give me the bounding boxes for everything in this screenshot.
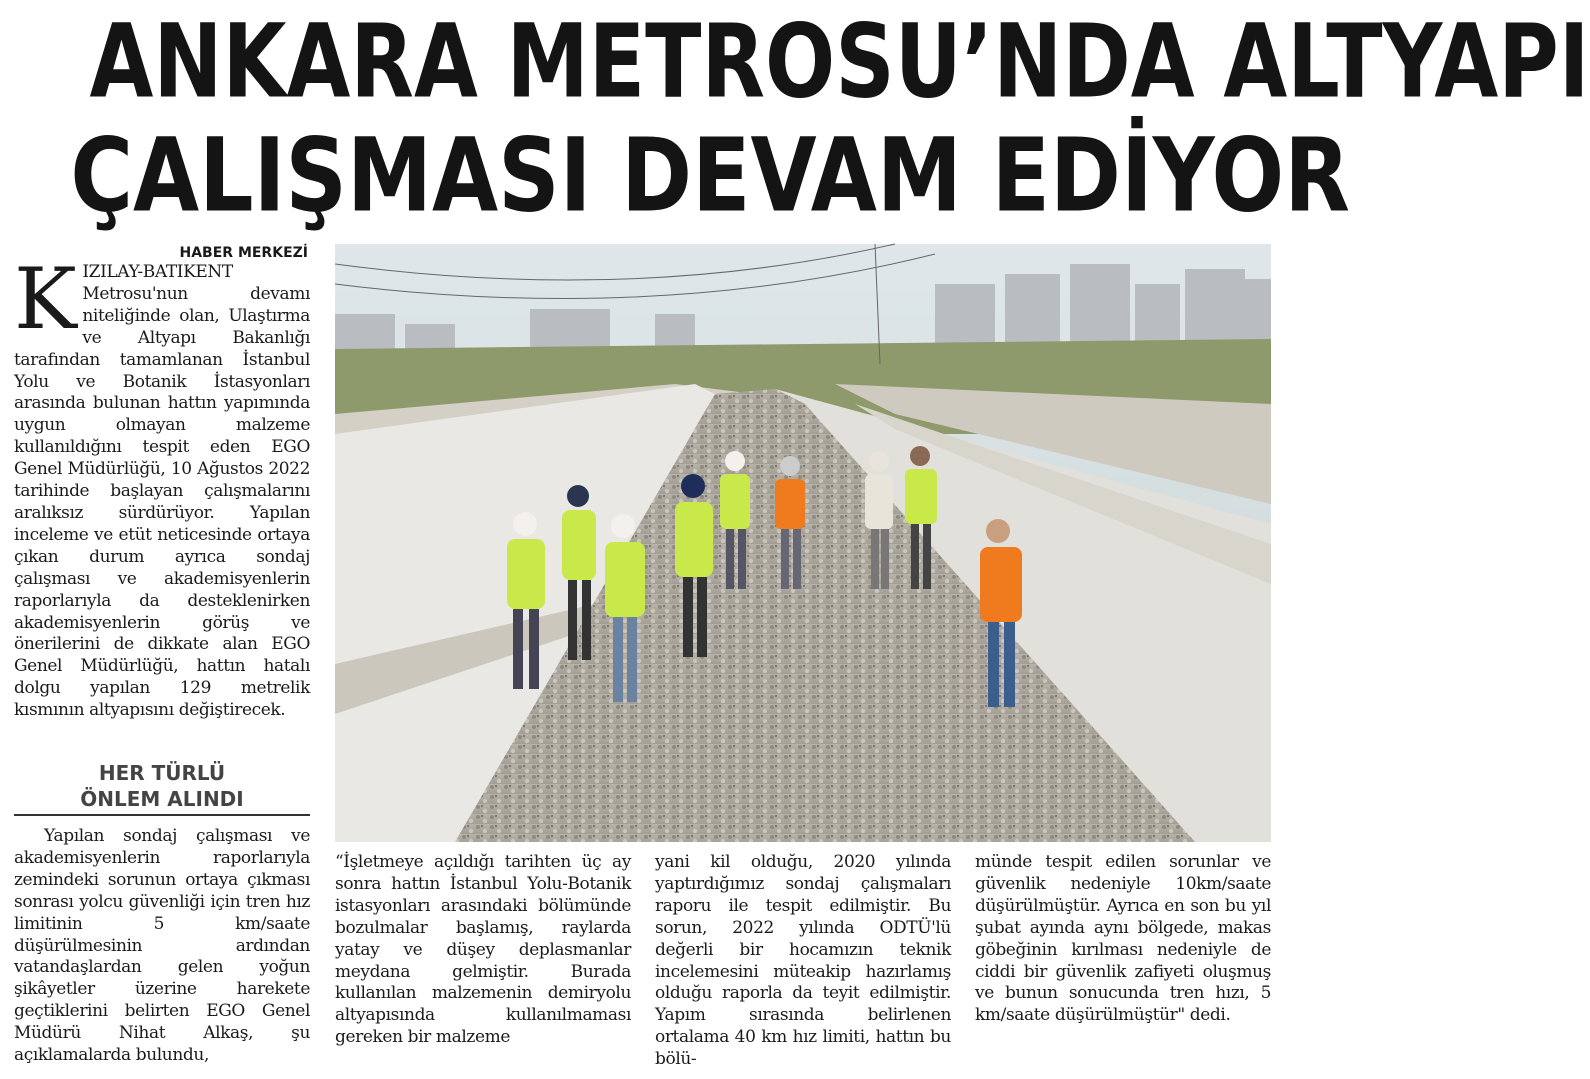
body-paragraph: “İşletmeye açıldığı tarihten üç ay sonra hattın İstanbul Yolu-Botanik istasyonları arasındaki bölümünde bozulmalar başlamış, raylarda yatay ve düşey deplasmanlar meydana gelmiştir. Burada kullanılan malzemenin demiryolu altyapısında kullanılmaması gereken bir malzeme xyxy=(335,852,631,1048)
body-paragraph: Yapılan sondaj çalışması ve akademisyenlerin raporlarıyla zemindeki sorunun ortaya çıkması sonrası yolcu güvenliği için tren hız limitinin 5 km/saate düşürülmesinin ardından vatandaşlardan gelen yoğun şikâyetler üzerine harekete geçtiklerini belirten EGO Genel Müdürü Nihat Alkaş, şu açıklamalarda bulundu, xyxy=(14,826,310,1066)
subheading xyxy=(14,760,310,816)
article-column-4 xyxy=(975,852,1271,1027)
byline: HABER MERKEZİ xyxy=(179,245,308,261)
photo-illustration xyxy=(335,244,1271,842)
subheading-line-1: HER TÜRLÜ xyxy=(98,761,226,785)
article-column-2 xyxy=(335,852,631,1049)
lead-paragraph: IZILAY-BATIKENT Metrosu'nun devamı niteliğinde olan, Ulaştırma ve Altyapı Bakanlığı tarafından tamamlanan İstanbul Yolu ve Botanik İstasyonları arasında bulunan hattın yapımında uygun olmayan malzeme kullanıldığını tespit eden EGO Genel Müdürlüğü, 10 Ağustos 2022 tarihinde başlayan çalışmalarını aralıksız sürdürüyor. Yapılan inceleme ve etüt neticesinde ortaya çıkan durum ayrıca sondaj çalışması ve akademisyenlerin raporlarıyla da desteklenirken akademisyenlerin görüş ve önerilerini de dikkate alan EGO Genel Müdürlüğü, hattın hatalı dolgu yapılan 129 metrelik kısmının altyapısını değiştirecek. xyxy=(14,262,310,721)
body-paragraph: yani kil olduğu, 2020 yılında yaptırdığımız sondaj çalışmaları raporu ile tespit edilmiştir. Bu sorun, 2022 yılında ODTÜ'lü değerli bir hocamızın teknik incelemesini müteakip hazırlamış olduğu raporla da teyit edilmiştir. Yapım sırasında belirlenen ortalama 40 km hız limiti, hattın bu bölü- xyxy=(655,852,951,1070)
body-paragraph: münde tespit edilen sorunlar ve güvenlik nedeniyle 10km/saate düşürülmüştür. Ayrıca en son bu yıl şubat ayında aynı bölgede, makas göbeğinin kırılması nedeniyle de ciddi bir güvenlik zafiyeti oluşmuş ve bunun sonucunda tren hızı, 5 km/saate düşürülmüştür" dedi. xyxy=(975,852,1271,1026)
headline-line-1: ANKARA METROSU’NDA ALTYAPI xyxy=(89,2,1590,121)
news-photo xyxy=(335,244,1271,842)
drop-cap: K xyxy=(14,250,77,348)
article-column-1-lower xyxy=(14,826,310,1067)
article-column-3 xyxy=(655,852,951,1071)
subheading-line-2: ÖNLEM ALINDI xyxy=(80,787,244,811)
subheading-rule xyxy=(14,814,310,816)
headline-line-2: ÇALIŞMASI DEVAM EDİYOR xyxy=(70,116,1350,235)
